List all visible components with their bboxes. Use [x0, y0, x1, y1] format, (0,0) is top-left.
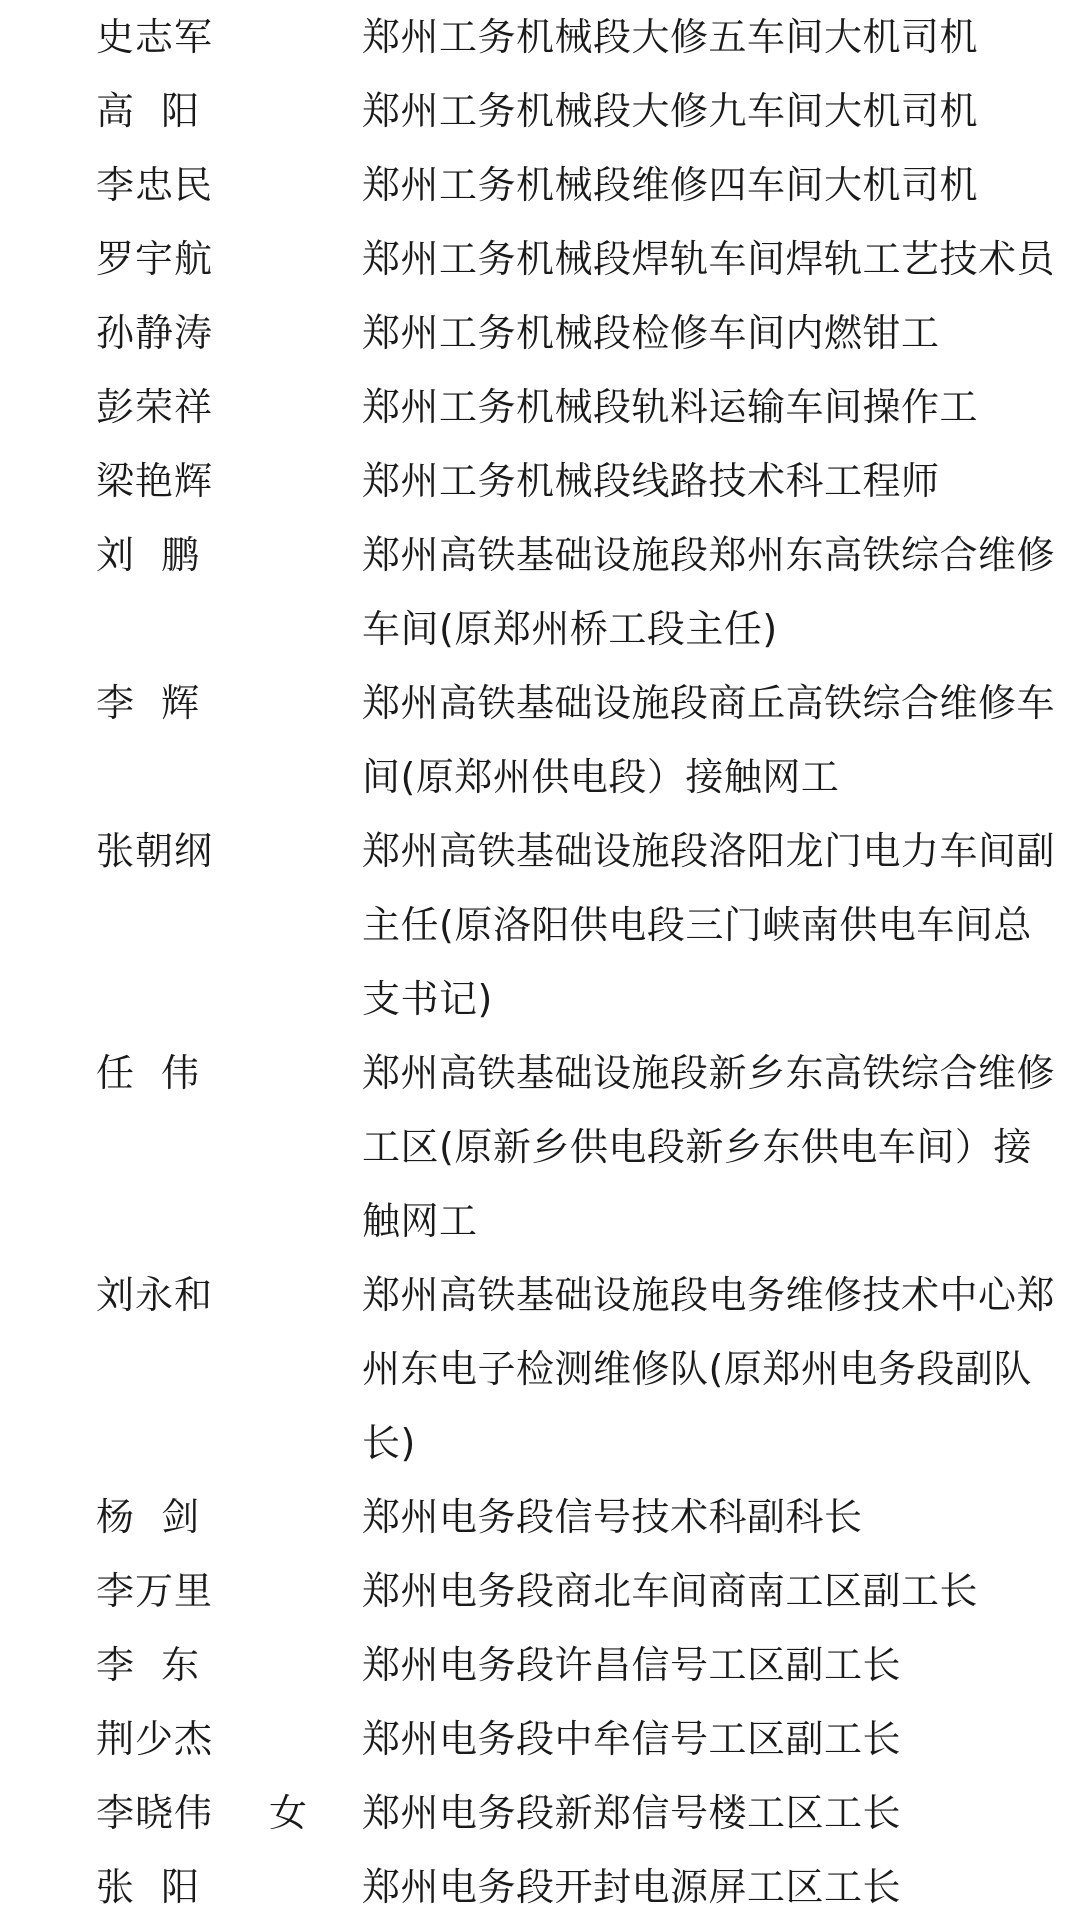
list-item	[96, 1628, 1080, 1702]
person-title: 郑州高铁基础设施段新乡东高铁综合维修工区(原新乡供电段新乡东供电车间）接触网工	[362, 1051, 1056, 1243]
person-title: 郑州电务段新郑信号楼工区工长	[362, 1791, 902, 1835]
list-item	[96, 1776, 1080, 1850]
person-title: 郑州工务机械段大修五车间大机司机	[362, 15, 979, 59]
list-item	[96, 666, 1080, 814]
person-title: 郑州电务段中牟信号工区副工长	[362, 1717, 902, 1761]
list-item	[96, 518, 1080, 666]
list-item	[96, 1702, 1080, 1776]
person-name: 罗宇航	[96, 237, 214, 281]
person-title: 郑州电务段商北车间商南工区副工长	[362, 1569, 979, 1613]
person-name: 刘 鹏	[96, 533, 201, 577]
person-gender: 女	[269, 1791, 308, 1835]
list-item	[96, 444, 1080, 518]
list-item	[96, 1258, 1080, 1480]
list-item	[96, 1554, 1080, 1628]
person-title: 郑州电务段开封电源屏工区工长	[362, 1865, 902, 1909]
person-title: 郑州高铁基础设施段洛阳龙门电力车间副主任(原洛阳供电段三门峡南供电车间总支书记)	[362, 829, 1056, 1021]
list-item	[96, 1480, 1080, 1554]
person-name: 张朝纲	[96, 829, 214, 873]
person-name: 刘永和	[96, 1273, 214, 1317]
person-name: 李 东	[96, 1643, 201, 1687]
person-title: 郑州工务机械段轨料运输车间操作工	[362, 385, 979, 429]
person-title: 郑州高铁基础设施段电务维修技术中心郑州东电子检测维修队(原郑州电务段副队长)	[362, 1273, 1056, 1465]
list-item	[96, 222, 1080, 296]
person-name: 杨 剑	[96, 1495, 201, 1539]
person-name: 孙静涛	[96, 311, 214, 355]
person-title: 郑州高铁基础设施段郑州东高铁综合维修车间(原郑州桥工段主任)	[362, 533, 1056, 651]
list-item	[96, 370, 1080, 444]
list-item	[96, 296, 1080, 370]
person-name: 李忠民	[96, 163, 214, 207]
person-title: 郑州工务机械段焊轨车间焊轨工艺技术员	[362, 237, 1056, 281]
person-name: 高 阳	[96, 89, 201, 133]
person-title: 郑州工务机械段线路技术科工程师	[362, 459, 940, 503]
person-title: 郑州电务段许昌信号工区副工长	[362, 1643, 902, 1687]
list-item	[96, 148, 1080, 222]
list-item	[96, 1036, 1080, 1258]
person-name: 梁艳辉	[96, 459, 214, 503]
person-title: 郑州工务机械段大修九车间大机司机	[362, 89, 979, 133]
person-name: 李晓伟	[96, 1791, 214, 1835]
list-item	[96, 814, 1080, 1036]
list-item	[96, 0, 1080, 74]
person-name: 李万里	[96, 1569, 214, 1613]
person-name: 张 阳	[96, 1865, 201, 1909]
person-name: 史志军	[96, 15, 214, 59]
list-item	[96, 1850, 1080, 1924]
list-item	[96, 74, 1080, 148]
person-title: 郑州高铁基础设施段商丘高铁综合维修车间(原郑州供电段）接触网工	[362, 681, 1056, 799]
person-name: 李 辉	[96, 681, 201, 725]
person-title: 郑州工务机械段维修四车间大机司机	[362, 163, 979, 207]
person-name: 荆少杰	[96, 1717, 214, 1761]
person-name: 彭荣祥	[96, 385, 214, 429]
honoree-list	[96, 0, 1080, 1924]
person-title: 郑州工务机械段检修车间内燃钳工	[362, 311, 940, 355]
person-title: 郑州电务段信号技术科副科长	[362, 1495, 863, 1539]
person-name: 任 伟	[96, 1051, 201, 1095]
